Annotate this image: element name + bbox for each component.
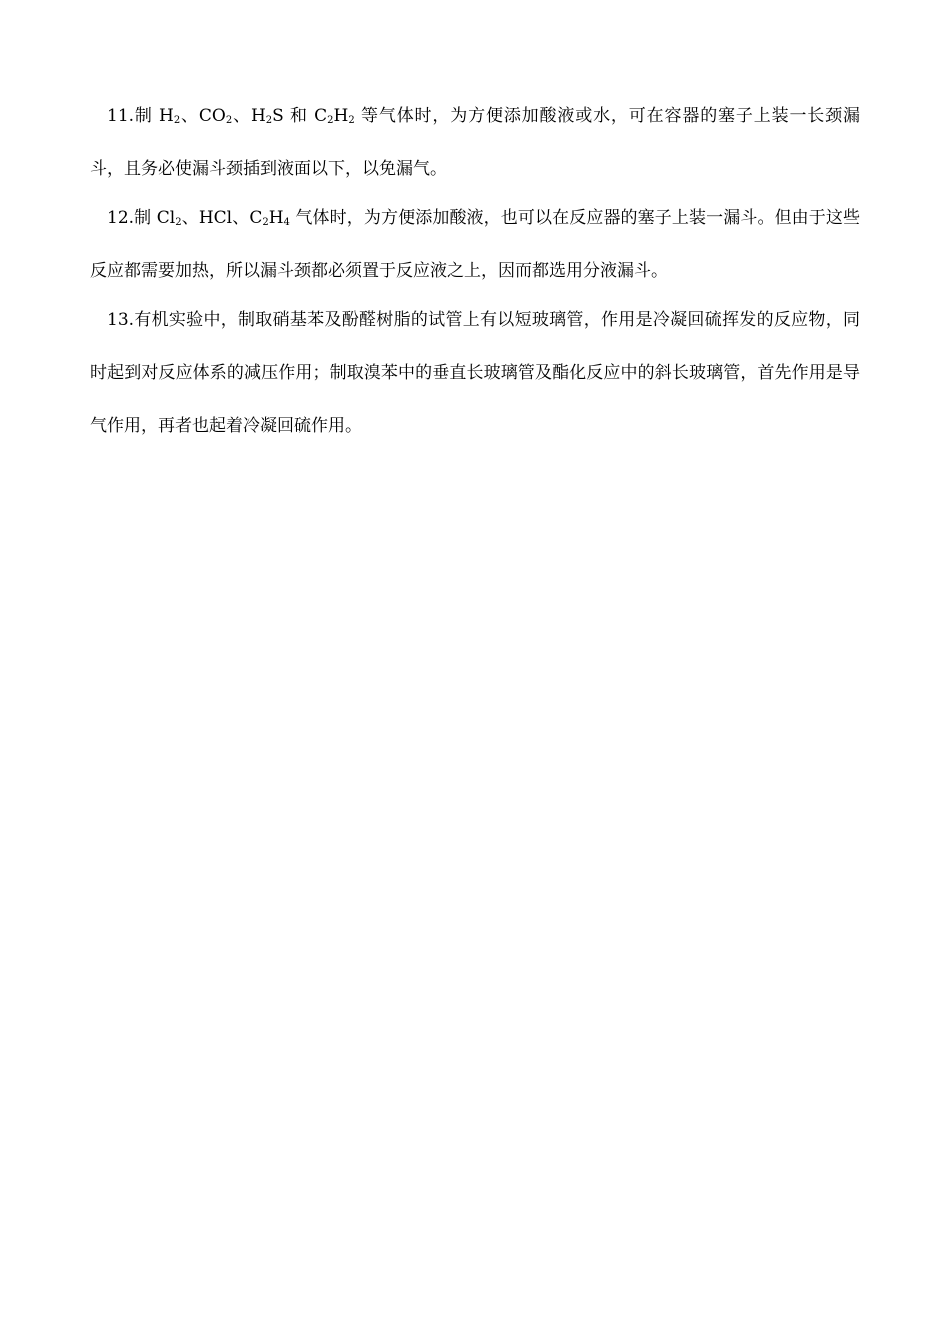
paragraph-11 xyxy=(90,90,860,196)
document-body xyxy=(90,90,860,453)
subscript: 2 xyxy=(225,115,233,126)
paragraph-12 xyxy=(90,192,860,298)
text-run: 等气体时，为方便添加酸液或水，可在容器的塞子上装一长颈漏斗，且务必使漏斗颈插到液面以下，以免漏气。 xyxy=(90,106,861,179)
subscript: 2 xyxy=(262,217,269,228)
text-run: H xyxy=(333,106,349,126)
text-run: 13.有机实验中，制取硝基苯及酚醛树脂的试管上有以短玻璃管，作用是冷凝回硫挥发的反应物，同时起到对反应体系的减压作用；制取溴苯中的垂直长玻璃管及酯化反应中的斜长玻璃管，首先作用是导气作用，再者也起着冷凝回硫作用。 xyxy=(90,310,860,436)
text-run: 、CO xyxy=(180,106,226,126)
text-run: S 和 C xyxy=(272,106,328,126)
subscript: 2 xyxy=(173,115,181,126)
subscript: 2 xyxy=(348,115,355,126)
subscript: 2 xyxy=(327,115,334,126)
text-run: 12.制 Cl xyxy=(107,208,176,228)
text-run: H xyxy=(268,208,284,228)
text-run: 、H xyxy=(232,106,266,126)
text-run: 11.制 H xyxy=(107,106,174,126)
text-run: 气体时，为方便添加酸液，也可以在反应器的塞子上装一漏斗。但由于这些反应都需要加热，所以漏斗颈都必须置于反应液之上，因而都选用分液漏斗。 xyxy=(90,208,861,281)
paragraph-13 xyxy=(90,294,860,453)
subscript: 4 xyxy=(283,217,290,228)
text-run: 、HCl、C xyxy=(181,208,263,228)
subscript: 2 xyxy=(265,115,273,126)
subscript: 2 xyxy=(175,217,182,228)
